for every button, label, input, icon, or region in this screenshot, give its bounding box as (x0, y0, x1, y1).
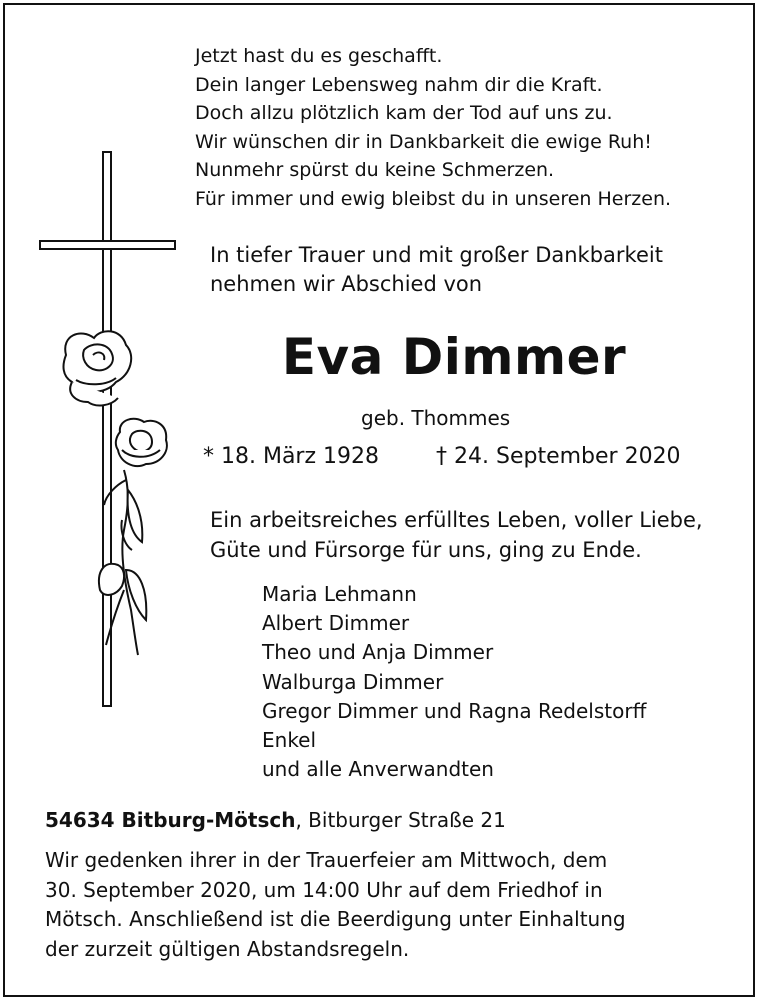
mourner: und alle Anverwandten (262, 757, 494, 782)
mourner: Walburga Dimmer (262, 669, 444, 694)
poem-line: Für immer und ewig bleibst du in unseren Herzen. (195, 187, 672, 210)
poem-line: Jetzt hast du es geschafft. (195, 45, 443, 67)
address-place: 54634 Bitburg-Mötsch (45, 808, 296, 832)
service-line: der zurzeit gültigen Abstandsregeln. (45, 936, 410, 961)
poem (195, 42, 671, 214)
cross-with-roses-icon (36, 150, 181, 710)
intro-text (210, 241, 663, 299)
deceased-name: Eva Dimmer (281, 328, 627, 386)
life-line: Güte und Fürsorge für uns, ging zu Ende. (210, 538, 642, 562)
intro-line: In tiefer Trauer und mit großer Dankbarkeit (210, 243, 663, 267)
birth-date: * 18. März 1928 (203, 444, 380, 469)
mourner: Gregor Dimmer und Ragna Redelstorff (262, 698, 647, 723)
birth-name: geb. Thommes (361, 406, 511, 430)
address-street: , Bitburger Straße 21 (295, 808, 506, 832)
intro-line: nehmen wir Abschied von (210, 272, 483, 296)
poem-line: Dein langer Lebensweg nahm dir die Kraft. (195, 73, 603, 96)
mourners-list (262, 580, 646, 784)
mourner: Albert Dimmer (262, 611, 410, 636)
mourner: Theo und Anja Dimmer (262, 640, 494, 665)
service-line: 30. September 2020, um 14:00 Uhr auf dem Friedhof in (45, 877, 603, 902)
mourner: Enkel (262, 728, 317, 753)
service-line: Mötsch. Anschließend ist die Beerdigung unter Einhaltung (45, 907, 626, 931)
service-text (45, 846, 725, 964)
service-line: Wir gedenken ihrer in der Trauerfeier am Mittwoch, dem (45, 848, 608, 872)
poem-line: Wir wünschen dir in Dankbarkeit die ewige Ruh! (195, 130, 652, 153)
address (45, 808, 506, 832)
poem-line: Doch allzu plötzlich kam der Tod auf uns zu. (195, 102, 613, 125)
poem-line: Nunmehr spürst du keine Schmerzen. (195, 159, 555, 182)
life-line: Ein arbeitsreiches erfülltes Leben, voller Liebe, (210, 508, 703, 532)
mourner: Maria Lehmann (262, 582, 417, 606)
life-text (210, 505, 703, 565)
death-date: † 24. September 2020 (436, 444, 681, 469)
